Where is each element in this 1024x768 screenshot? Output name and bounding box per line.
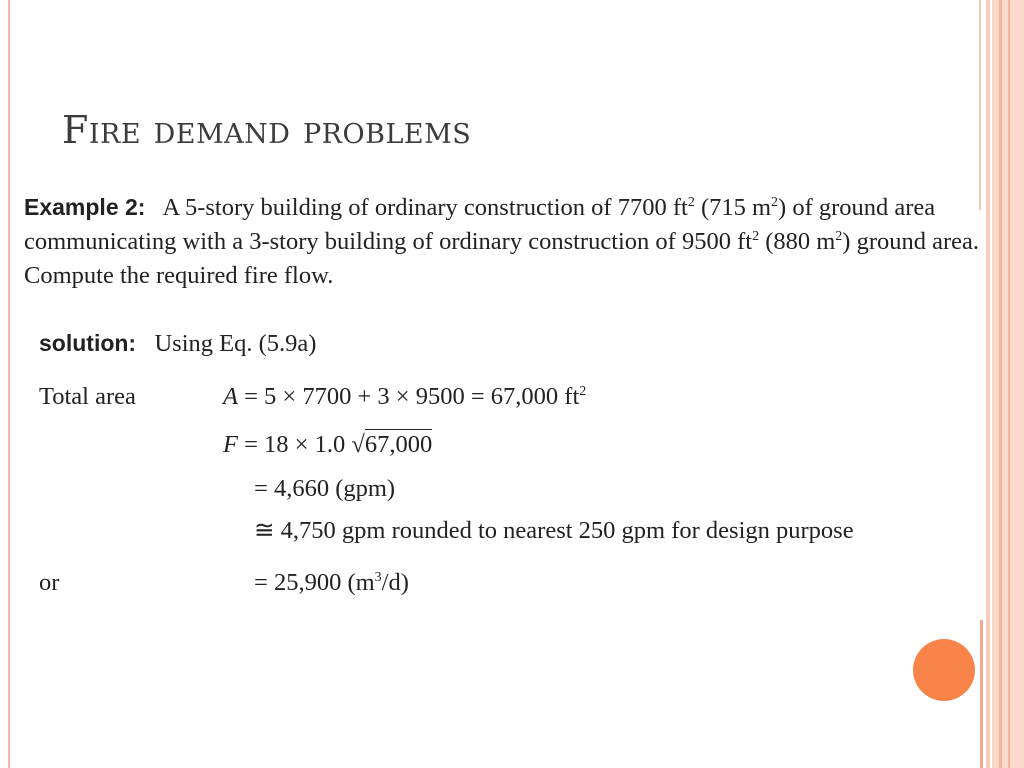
right-decor-stripe [986, 0, 990, 768]
left-border-line [8, 0, 10, 768]
solution-line [39, 326, 316, 361]
example-text: ) of ground area communicating with a 3-story building of ordinary construction of 9500 ft [24, 194, 936, 255]
variable-f: F [223, 431, 238, 458]
solution-label: solution: [39, 330, 137, 356]
right-decor-stripe [980, 620, 983, 768]
exponent: 2 [835, 229, 843, 244]
right-decor-stripe [1008, 0, 1010, 768]
solution-text: Using Eq. (5.9a) [154, 330, 317, 357]
variable-a: A [223, 383, 238, 410]
exponent: 3 [374, 570, 382, 585]
equation-text: = 25,900 (m [254, 569, 375, 596]
equation-gpm-result: = 4,660 (gpm) [254, 475, 396, 502]
slide-title: Fire demand problems [62, 108, 472, 152]
example-problem-text [24, 190, 990, 293]
equation-fire-flow [223, 428, 432, 462]
equation-text: /d) [381, 569, 409, 596]
exponent: 2 [579, 384, 587, 399]
right-decor-stripe [999, 0, 1002, 768]
equation-text: = 18 × 1.0 [237, 431, 352, 458]
right-decor-stripe [979, 0, 981, 210]
exponent: 2 [771, 195, 779, 210]
equation-metric-result [254, 566, 409, 600]
orange-circle-decoration [913, 639, 975, 701]
example-text: A 5-story building of ordinary construction of 7700 ft [162, 194, 688, 221]
exponent: 2 [687, 195, 695, 210]
equation-rounded-result: ≅ 4,750 gpm rounded to nearest 250 gpm for design purpose [254, 517, 854, 544]
or-label: or [39, 569, 60, 596]
example-text: (715 m [694, 194, 772, 221]
example-label: Example 2: [24, 194, 146, 220]
sqrt-symbol: √ [351, 431, 365, 458]
equation-total-area [223, 380, 586, 414]
exponent: 2 [752, 229, 760, 244]
sqrt-radicand: 67,000 [364, 431, 433, 458]
example-text: ) ground area. Compute the required fire flow. [24, 228, 980, 289]
example-text: (880 m [759, 228, 836, 255]
slide-content [24, 190, 990, 596]
equation-text: = 5 × 7700 + 3 × 9500 = 67,000 ft [237, 383, 580, 410]
total-area-label: Total area [39, 383, 136, 410]
